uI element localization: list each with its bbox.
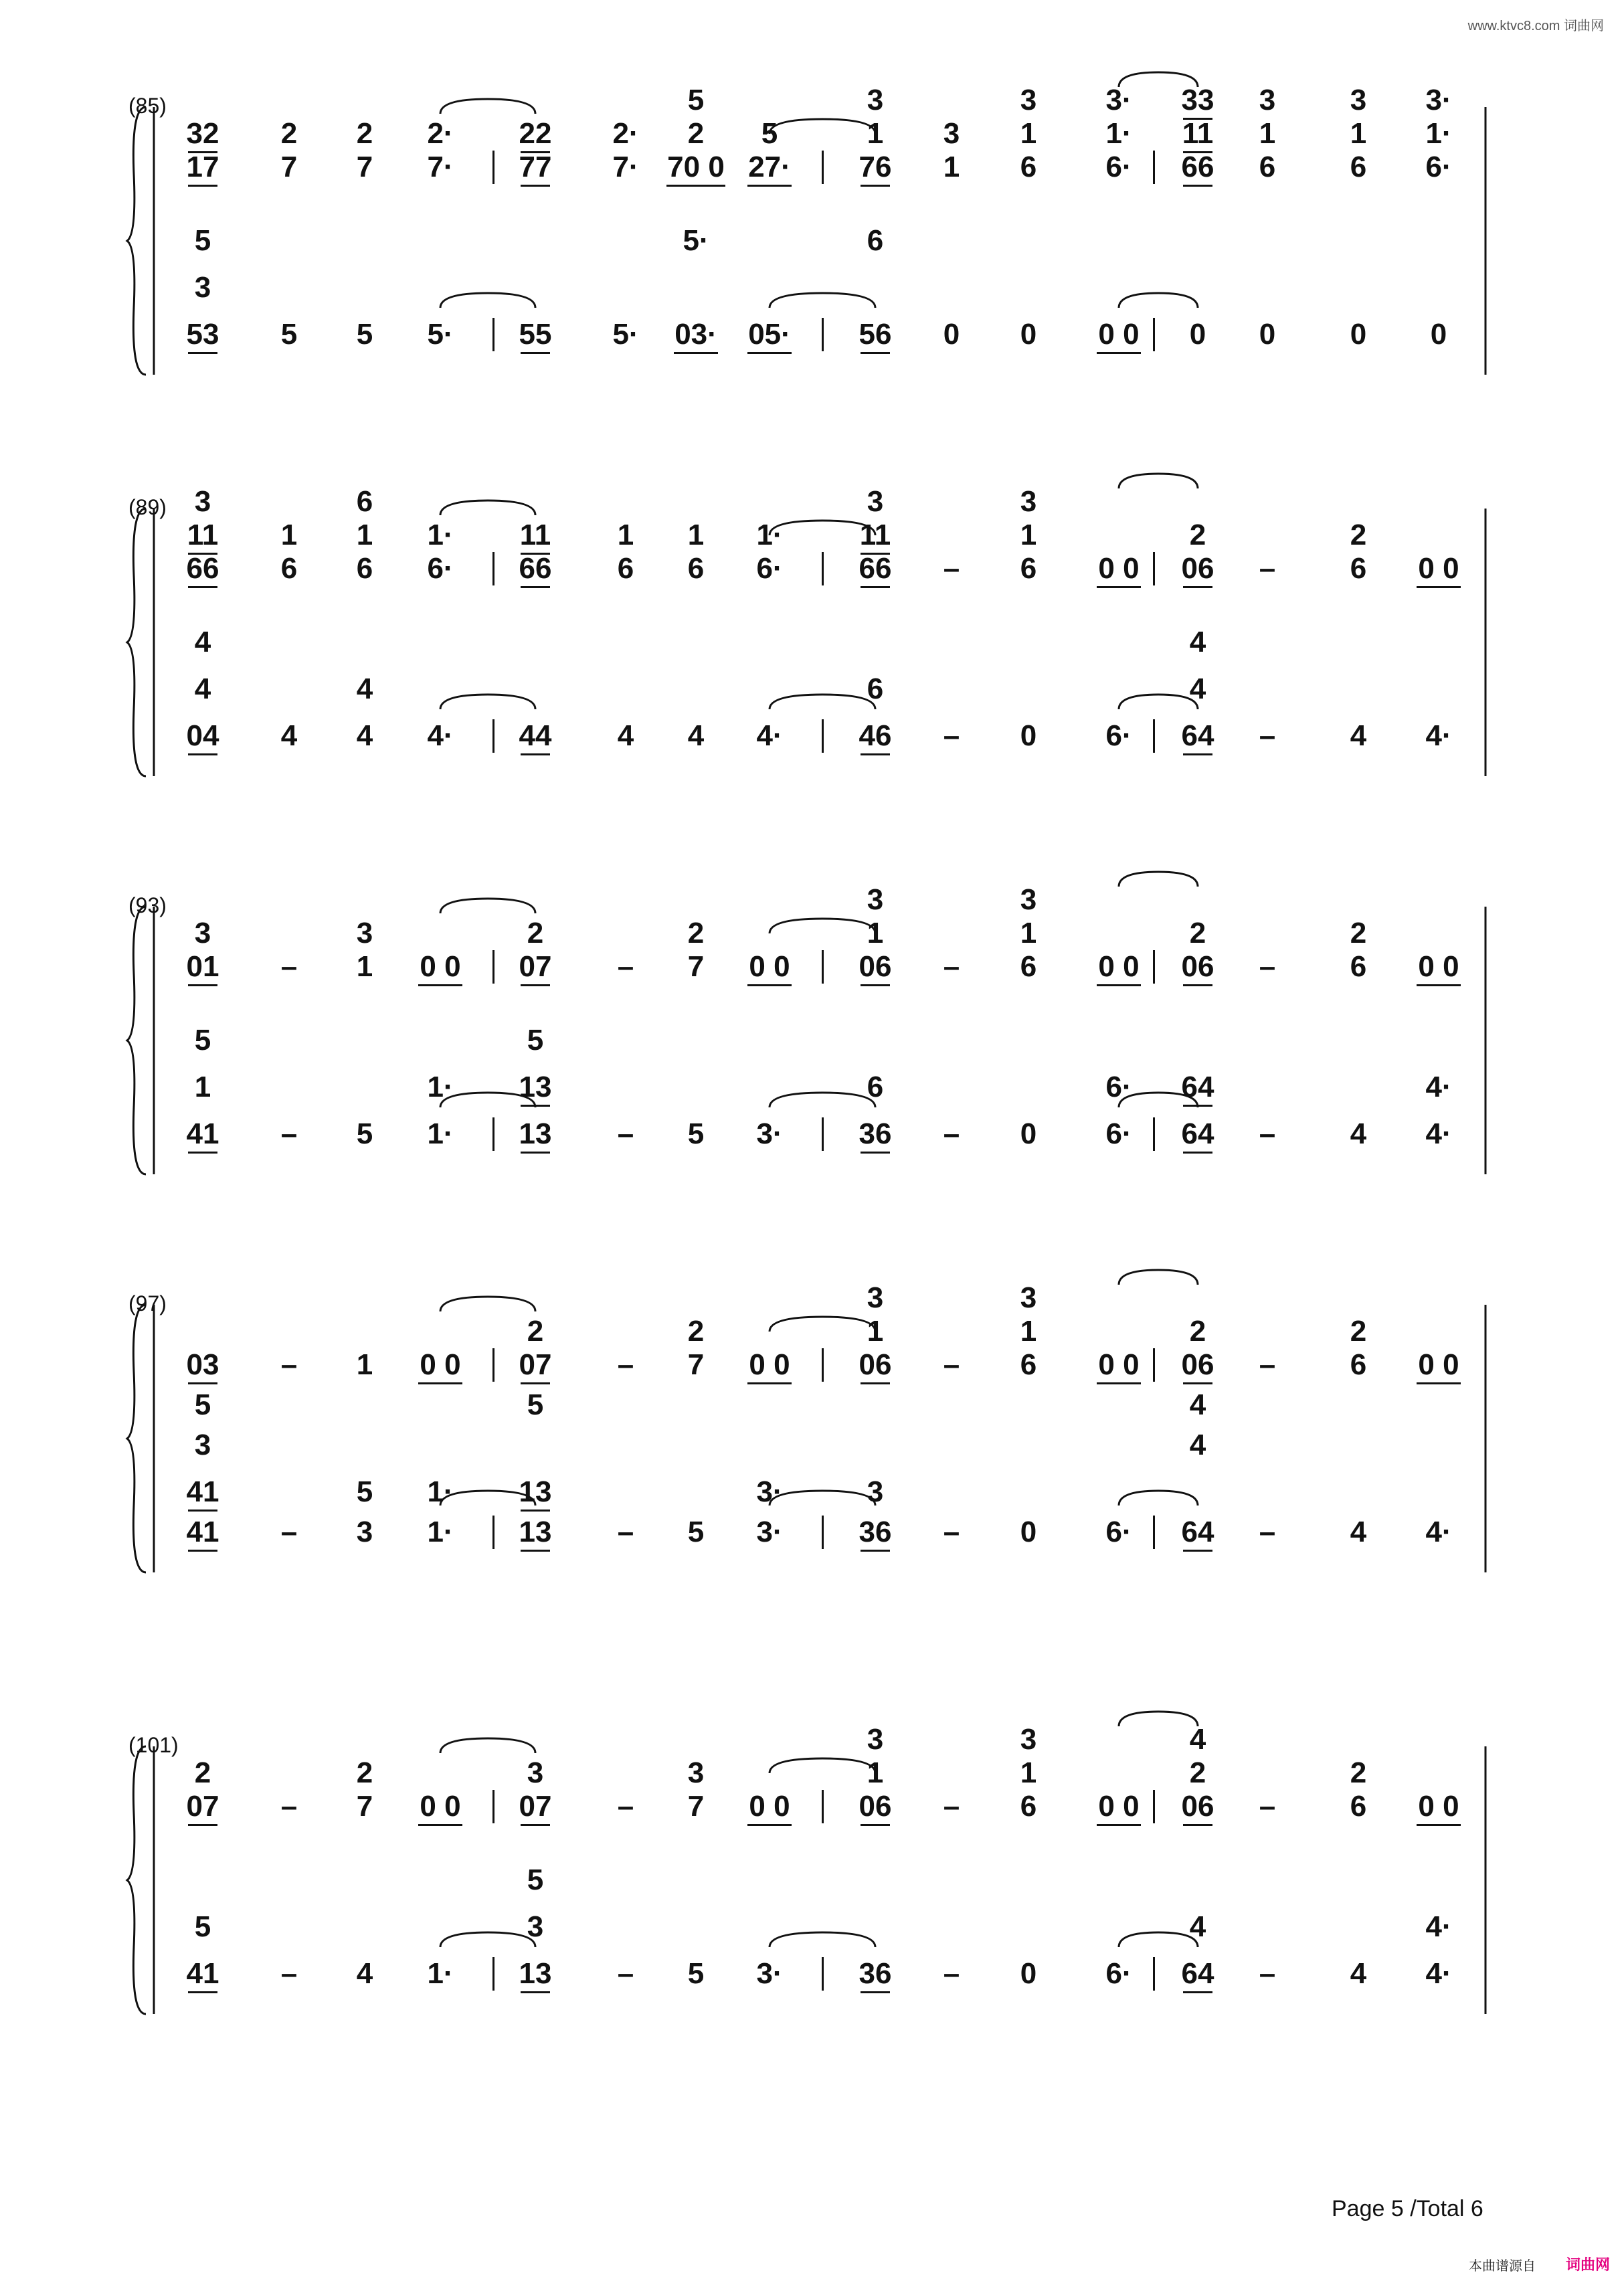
note-upper-low: 6· [756, 552, 783, 585]
source-note: 本曲谱源自 [1469, 2259, 1536, 2274]
note-lower-low: 4 [356, 719, 373, 752]
note-upper-top: 3 [867, 485, 884, 518]
note-upper-mid: 2· [612, 117, 639, 150]
note-upper-low: 6 [1020, 950, 1037, 983]
note-upper-top: 6 [356, 485, 373, 518]
note-lower-top: 4 [1189, 1388, 1206, 1421]
note-upper-low: 7 [356, 1790, 373, 1823]
note-lower-low: 56 [859, 318, 892, 351]
note-upper-mid: 1 [1020, 1315, 1037, 1348]
note-lower-low: 0 [1430, 318, 1447, 351]
note-upper-top: 3 [1020, 84, 1037, 116]
note-upper-low: 06 [859, 1348, 892, 1381]
note-upper-top: 5 [687, 84, 705, 116]
note-lower-low: 5 [356, 1117, 373, 1150]
note-lower-mid: 1· [427, 1071, 454, 1103]
note-lower-mid: 3 [194, 271, 211, 304]
note-upper-low: 66 [519, 552, 552, 585]
note-upper-mid: 1· [427, 519, 454, 551]
note-lower-low: 4 [687, 719, 705, 752]
note-upper-low: 6 [1350, 552, 1367, 585]
note-upper-low: 6 [1350, 1348, 1367, 1381]
note-upper-low: 6 [1020, 1348, 1037, 1381]
note-upper-low: – [1259, 950, 1276, 983]
note-lower-low: 6· [1105, 1516, 1132, 1548]
note-lower-low: 36 [859, 1117, 892, 1150]
note-lower-low: 05· [748, 318, 791, 351]
note-lower-mid2: 41 [186, 1475, 219, 1508]
note-upper-low: 06 [1181, 1348, 1214, 1381]
note-upper-low: 66 [186, 552, 219, 585]
note-upper-mid: 3 [527, 1756, 544, 1789]
note-lower-low: 5· [427, 318, 454, 351]
note-upper-mid: 11 [1182, 117, 1214, 150]
note-lower-low: 0 [1189, 318, 1206, 351]
note-lower-low: 0 [1020, 1957, 1037, 1990]
note-lower-low: – [280, 1957, 298, 1990]
note-lower-low: 4 [356, 1957, 373, 1990]
site-watermark: www.ktvc8.com 词曲网 [1467, 19, 1604, 33]
note-upper-mid: 2 [280, 117, 298, 150]
note-lower-top: 5 [527, 1388, 544, 1421]
note-upper-mid: 1· [1105, 117, 1132, 150]
note-lower-mid: 4· [1425, 1910, 1452, 1943]
note-lower-top: 4 [1189, 626, 1206, 658]
note-lower-mid: 6· [1105, 1071, 1132, 1103]
note-lower-mid: 4 [1189, 1910, 1206, 1943]
note-lower-low: 6· [1105, 1117, 1132, 1150]
note-lower-low: 0 [1350, 318, 1367, 351]
note-upper-mid: 2 [1350, 1756, 1367, 1789]
note-lower-low: 13 [519, 1516, 552, 1548]
note-lower-low: – [943, 1516, 960, 1548]
note-upper-mid: 2 [687, 117, 705, 150]
note-upper-mid: 1 [687, 519, 705, 551]
note-upper-low: 0 0 [1098, 1790, 1140, 1823]
note-lower-low: – [943, 1957, 960, 1990]
note-lower-low: – [1259, 1957, 1276, 1990]
note-lower-low: 0 [1020, 1516, 1037, 1548]
note-upper-low: 0 0 [420, 1348, 461, 1381]
note-upper-low: – [1259, 1790, 1276, 1823]
note-upper-low: 6· [1425, 151, 1452, 183]
note-lower-top: 5 [194, 1388, 211, 1421]
note-upper-mid: 1 [280, 519, 298, 551]
note-upper-low: 06 [1181, 552, 1214, 585]
note-upper-low: 6 [1020, 552, 1037, 585]
note-lower-mid: 4· [1425, 1071, 1452, 1103]
note-upper-mid: 3 [356, 917, 373, 949]
note-upper-low: 6 [1020, 151, 1037, 183]
note-upper-top: 3· [1425, 84, 1452, 116]
note-upper-low: 0 0 [1418, 1348, 1459, 1381]
note-lower-low: – [943, 1117, 960, 1150]
note-lower-low: 5 [687, 1957, 705, 1990]
note-lower-low: – [943, 719, 960, 752]
note-upper-low: 7· [427, 151, 454, 183]
note-upper-low: 66 [859, 552, 892, 585]
note-upper-low: 76 [859, 151, 892, 183]
note-upper-low: 27· [748, 151, 791, 183]
note-upper-mid: 3 [194, 917, 211, 949]
note-lower-low: 04 [186, 719, 219, 752]
note-lower-low: 1· [427, 1117, 454, 1150]
note-upper-top: 3 [1259, 84, 1276, 116]
note-lower-low: 4 [280, 719, 298, 752]
note-upper-mid: 11 [519, 519, 551, 551]
note-lower-mid: 1 [194, 1071, 211, 1103]
note-lower-top: 5· [683, 224, 709, 257]
measure-number: (101) [128, 1733, 179, 1757]
note-upper-low: 70 0 [667, 151, 725, 183]
note-upper-mid: 2 [1350, 917, 1367, 949]
note-upper-mid: 2 [1189, 917, 1206, 949]
note-upper-low: 07 [519, 1790, 552, 1823]
note-upper-low: 6 [617, 552, 634, 585]
note-upper-low: 0 0 [1098, 950, 1140, 983]
note-upper-mid: 1 [356, 519, 373, 551]
note-upper-mid: 2 [527, 1315, 544, 1348]
note-upper-top: 3 [194, 485, 211, 518]
note-lower-low: – [280, 1516, 298, 1548]
note-lower-mid: 6 [867, 672, 884, 705]
note-lower-low: 46 [859, 719, 892, 752]
note-lower-mid: 5 [194, 1910, 211, 1943]
note-lower-low: – [1259, 1117, 1276, 1150]
note-lower-low: 4 [1350, 719, 1367, 752]
note-upper-mid: 1 [1020, 917, 1037, 949]
note-upper-top: 3 [867, 84, 884, 116]
note-upper-mid: 2 [1350, 1315, 1367, 1348]
note-lower-low: 5 [687, 1516, 705, 1548]
note-lower-low: 03· [674, 318, 717, 351]
note-upper-low: 06 [859, 1790, 892, 1823]
note-lower-low: 0 [1259, 318, 1276, 351]
note-upper-low: 0 0 [749, 1790, 790, 1823]
note-upper-low: 6 [1259, 151, 1276, 183]
note-upper-low: 6 [280, 552, 298, 585]
note-lower-top: 5 [527, 1024, 544, 1057]
note-upper-mid: 1 [1350, 117, 1367, 150]
note-lower-low: 5 [356, 318, 373, 351]
note-upper-mid: 2· [427, 117, 454, 150]
note-upper-low: 0 0 [420, 1790, 461, 1823]
note-lower-low: – [617, 1117, 634, 1150]
note-upper-low: – [1259, 1348, 1276, 1381]
note-upper-low: 0 0 [749, 950, 790, 983]
note-lower-mid2: 3· [756, 1475, 783, 1508]
note-lower-low: 0 [1020, 719, 1037, 752]
note-upper-low: – [617, 1348, 634, 1381]
note-upper-low: – [280, 1348, 298, 1381]
note-upper-top: 3 [867, 1281, 884, 1314]
note-upper-low: 66 [1181, 151, 1214, 183]
measure-number: (97) [128, 1291, 167, 1315]
note-upper-mid: 2 [356, 1756, 373, 1789]
note-lower-low: – [617, 1516, 634, 1548]
note-upper-mid: 1 [1020, 1756, 1037, 1789]
note-upper-mid: 1 [1020, 117, 1037, 150]
note-lower-low: 0 0 [1098, 318, 1140, 351]
note-lower-low: – [1259, 719, 1276, 752]
note-lower-mid: 3 [527, 1910, 544, 1943]
note-lower-low: 3· [756, 1516, 783, 1548]
note-upper-low: 7 [687, 950, 705, 983]
note-lower-top: 5 [194, 224, 211, 257]
note-upper-low: 06 [1181, 950, 1214, 983]
note-lower-mid2: 1· [427, 1475, 454, 1508]
note-upper-low: 0 0 [1098, 552, 1140, 585]
note-upper-mid: 2 [527, 917, 544, 949]
note-upper-mid: 1 [867, 917, 884, 949]
note-upper-mid: 2 [1189, 1756, 1206, 1789]
note-lower-low: – [280, 1117, 298, 1150]
note-lower-low: 4 [1350, 1516, 1367, 1548]
note-lower-top: 5 [527, 1863, 544, 1896]
note-upper-top: 3 [867, 1723, 884, 1756]
note-upper-mid: 3 [943, 117, 960, 150]
note-upper-low: 07 [186, 1790, 219, 1823]
note-lower-mid: 4 [356, 672, 373, 705]
note-upper-mid: 11 [187, 519, 219, 551]
note-lower-top: 4 [194, 626, 211, 658]
note-upper-mid: 1 [867, 117, 884, 150]
note-upper-top: 3 [867, 883, 884, 916]
note-upper-low: – [1259, 552, 1276, 585]
note-lower-low: 0 [1020, 318, 1037, 351]
note-lower-mid: 64 [1181, 1071, 1214, 1103]
note-lower-low: 4· [1425, 1957, 1452, 1990]
note-upper-low: 03 [186, 1348, 219, 1381]
note-upper-low: 0 0 [1418, 552, 1459, 585]
note-lower-low: 5 [280, 318, 298, 351]
note-upper-mid: 1 [867, 1756, 884, 1789]
note-upper-low: 07 [519, 1348, 552, 1381]
note-upper-mid: 22 [519, 117, 552, 150]
note-lower-low: 0 [943, 318, 960, 351]
note-upper-low: 6 [1350, 950, 1367, 983]
note-lower-low: 41 [186, 1516, 219, 1548]
measure-number: (85) [128, 94, 167, 118]
note-lower-low: 4 [617, 719, 634, 752]
note-upper-low: – [943, 1348, 960, 1381]
note-upper-low: 6· [1105, 151, 1132, 183]
note-upper-mid: 1 [1259, 117, 1276, 150]
note-upper-mid: 1· [756, 519, 783, 551]
note-lower-mid: 4 [194, 672, 211, 705]
note-upper-low: 77 [519, 151, 552, 183]
note-lower-low: 36 [859, 1957, 892, 1990]
note-upper-mid: 2 [1350, 519, 1367, 551]
note-lower-mid2: 13 [519, 1475, 552, 1508]
note-lower-low: – [617, 1957, 634, 1990]
note-upper-low: 0 0 [1098, 1348, 1140, 1381]
note-upper-mid: 2 [356, 117, 373, 150]
note-lower-top: 6 [867, 224, 884, 257]
note-lower-low: 1· [427, 1516, 454, 1548]
note-lower-low: 64 [1181, 719, 1214, 752]
note-upper-mid: 2 [687, 1315, 705, 1348]
note-upper-top: 3· [1105, 84, 1132, 116]
note-upper-low: – [943, 552, 960, 585]
note-upper-low: 06 [1181, 1790, 1214, 1823]
note-lower-low: 64 [1181, 1117, 1214, 1150]
note-lower-low: 3· [756, 1117, 783, 1150]
note-lower-low: 36 [859, 1516, 892, 1548]
note-lower-low: 64 [1181, 1516, 1214, 1548]
note-upper-low: 17 [186, 151, 219, 183]
note-upper-mid: 5 [761, 117, 778, 150]
note-upper-mid: 32 [186, 117, 219, 150]
note-upper-low: 0 0 [420, 950, 461, 983]
note-lower-low: 4 [1350, 1117, 1367, 1150]
note-upper-low: – [943, 950, 960, 983]
note-lower-low: 6· [1105, 719, 1132, 752]
note-upper-top: 3 [1020, 485, 1037, 518]
note-lower-low: 5· [612, 318, 639, 351]
note-upper-low: 6 [1350, 151, 1367, 183]
note-lower-mid: 4 [1189, 1429, 1206, 1461]
note-lower-low: 64 [1181, 1957, 1214, 1990]
note-lower-low: 3 [356, 1516, 373, 1548]
note-upper-low: – [617, 950, 634, 983]
note-upper-mid: 3 [687, 1756, 705, 1789]
note-upper-low: 6 [1020, 1790, 1037, 1823]
note-lower-low: 4· [427, 719, 454, 752]
note-upper-low: 7 [687, 1790, 705, 1823]
note-upper-mid: 1· [1425, 117, 1452, 150]
note-lower-low: – [1259, 1516, 1276, 1548]
brand-logo: 词曲网 [1566, 2256, 1611, 2273]
note-lower-low: 55 [519, 318, 552, 351]
note-upper-low: 0 0 [1418, 1790, 1459, 1823]
note-upper-low: 6 [687, 552, 705, 585]
note-upper-low: 06 [859, 950, 892, 983]
note-lower-mid: 13 [519, 1071, 552, 1103]
note-upper-low: 7 [356, 151, 373, 183]
note-lower-low: 4· [1425, 1117, 1452, 1150]
note-lower-low: 1· [427, 1957, 454, 1990]
note-upper-low: 7 [280, 151, 298, 183]
note-lower-low: 6· [1105, 1957, 1132, 1990]
note-lower-top: 5 [194, 1024, 211, 1057]
note-upper-low: 07 [519, 950, 552, 983]
note-lower-mid2: 5 [356, 1475, 373, 1508]
note-upper-top: 3 [1350, 84, 1367, 116]
note-upper-mid: 1 [867, 1315, 884, 1348]
note-upper-low: 1 [356, 1348, 373, 1381]
note-lower-mid: 3 [194, 1429, 211, 1461]
note-upper-low: 1 [943, 151, 960, 183]
note-upper-low: 1 [356, 950, 373, 983]
note-lower-low: 41 [186, 1957, 219, 1990]
note-lower-low: 5 [687, 1117, 705, 1150]
note-lower-low: 4· [756, 719, 783, 752]
note-lower-low: 13 [519, 1957, 552, 1990]
note-upper-top: 3 [1020, 1281, 1037, 1314]
note-upper-low: – [943, 1790, 960, 1823]
note-upper-mid: 11 [859, 519, 891, 551]
note-upper-low: 01 [186, 950, 219, 983]
note-lower-low: 3· [756, 1957, 783, 1990]
note-lower-low: 4 [1350, 1957, 1367, 1990]
note-lower-mid: 6 [867, 1071, 884, 1103]
note-upper-top: 3 [1020, 883, 1037, 916]
note-upper-top: 33 [1181, 84, 1214, 116]
note-upper-low: – [280, 950, 298, 983]
note-upper-low: 7 [687, 1348, 705, 1381]
measure-number: (93) [128, 893, 167, 917]
note-upper-top: 4 [1189, 1723, 1206, 1756]
measure-number: (89) [128, 495, 167, 519]
note-lower-low: 53 [186, 318, 219, 351]
note-upper-mid: 2 [1189, 1315, 1206, 1348]
note-upper-low: 0 0 [1418, 950, 1459, 983]
note-lower-mid: 4 [1189, 672, 1206, 705]
note-lower-low: 4· [1425, 1516, 1452, 1548]
note-upper-low: – [617, 1790, 634, 1823]
note-upper-mid: 1 [1020, 519, 1037, 551]
note-upper-mid: 2 [194, 1756, 211, 1789]
note-upper-low: 0 0 [749, 1348, 790, 1381]
note-lower-low: 0 [1020, 1117, 1037, 1150]
note-lower-low: 41 [186, 1117, 219, 1150]
note-upper-low: – [280, 1790, 298, 1823]
note-upper-mid: 2 [687, 917, 705, 949]
note-lower-low: 44 [519, 719, 552, 752]
note-upper-low: 6 [356, 552, 373, 585]
note-upper-mid: 1 [617, 519, 634, 551]
note-upper-low: 7· [612, 151, 639, 183]
note-lower-mid2: 3 [867, 1475, 884, 1508]
note-lower-low: 4· [1425, 719, 1452, 752]
note-upper-top: 3 [1020, 1723, 1037, 1756]
note-lower-low: 13 [519, 1117, 552, 1150]
page-number: Page 5 /Total 6 [1332, 2196, 1483, 2221]
note-upper-low: 6 [1350, 1790, 1367, 1823]
note-upper-low: 6· [427, 552, 454, 585]
note-upper-mid: 2 [1189, 519, 1206, 551]
